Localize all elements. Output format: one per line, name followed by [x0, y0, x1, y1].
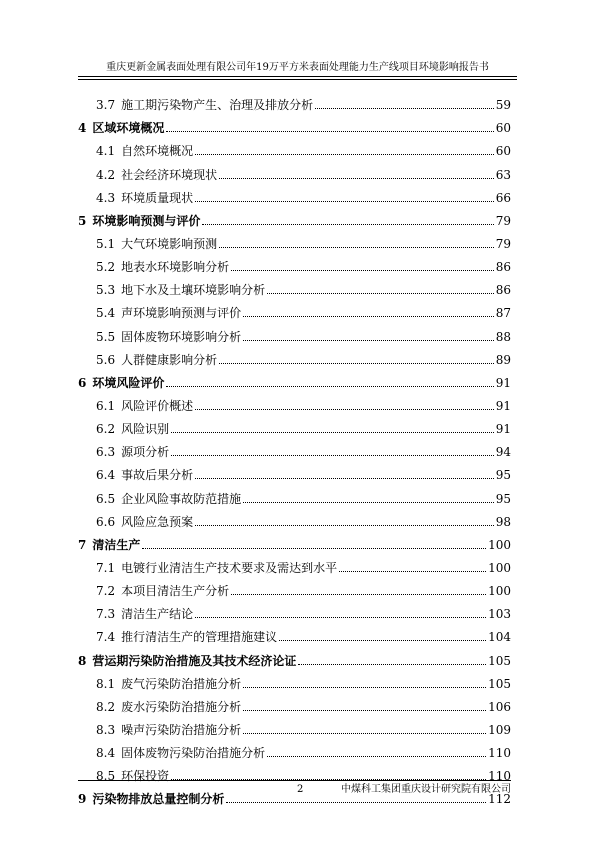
toc-dot-leader — [219, 247, 494, 248]
toc-entry-6[interactable] — [78, 367, 511, 390]
toc-dot-leader — [171, 455, 494, 456]
page-header — [78, 62, 517, 77]
toc-entry-number: 5.5 — [96, 329, 116, 344]
toc-entry-title: 人群健康影响分析 — [121, 352, 218, 367]
toc-entry-number: 9 — [78, 792, 87, 807]
toc-dot-leader — [267, 756, 486, 757]
toc-entry-page: 103 — [488, 607, 511, 622]
toc-entry-title: 风险评价概述 — [121, 398, 194, 413]
toc-dot-leader — [195, 525, 494, 526]
toc-entry-title: 风险应急预案 — [121, 514, 194, 529]
toc-entry-page: 109 — [488, 722, 511, 737]
toc-entry-number: 5.2 — [96, 260, 116, 275]
toc-entry-title: 企业风险事故防范措施 — [121, 491, 242, 506]
toc-entry-6-2[interactable] — [78, 413, 511, 436]
toc-dot-leader — [298, 664, 486, 665]
toc-entry-number: 7 — [78, 537, 87, 552]
toc-entry-title: 环保投资 — [121, 769, 170, 784]
toc-entry-number: 5 — [78, 213, 87, 228]
toc-entry-number: 5.1 — [96, 236, 116, 251]
toc-entry-number: 7.1 — [96, 560, 116, 575]
toc-entry-page: 112 — [488, 792, 511, 807]
toc-entry-page: 91 — [495, 422, 511, 437]
toc-entry-title: 源项分析 — [121, 445, 170, 460]
toc-entry-5-4[interactable] — [78, 297, 511, 320]
toc-entry-page: 95 — [495, 491, 511, 506]
toc-dot-leader — [195, 617, 486, 618]
toc-entry-8-4[interactable] — [78, 737, 511, 760]
toc-entry-4-3[interactable] — [78, 182, 511, 205]
toc-entry-title: 环境风险评价 — [92, 375, 165, 390]
toc-entry-number: 5.3 — [96, 283, 116, 298]
toc-dot-leader — [243, 710, 486, 711]
toc-entry-title: 地表水环境影响分析 — [121, 260, 230, 275]
toc-entry-5-3[interactable] — [78, 274, 511, 297]
toc-entry-title: 推行清洁生产的管理措施建议 — [121, 630, 278, 645]
toc-dot-leader — [315, 108, 494, 109]
toc-entry-page: 86 — [495, 283, 511, 298]
toc-entry-title: 大气环境影响预测 — [121, 236, 218, 251]
page-footer — [78, 780, 511, 800]
toc-entry-page: 100 — [488, 584, 511, 599]
toc-dot-leader — [243, 733, 486, 734]
toc-entry-6-5[interactable] — [78, 482, 511, 505]
toc-entry-number: 8.4 — [96, 746, 116, 761]
toc-dot-leader — [195, 201, 494, 202]
toc-entry-title: 施工期污染物产生、治理及排放分析 — [121, 98, 314, 113]
toc-entry-7-3[interactable] — [78, 598, 511, 621]
toc-entry-5-5[interactable] — [78, 320, 511, 343]
toc-entry-page: 60 — [495, 121, 511, 136]
toc-entry-6-3[interactable] — [78, 436, 511, 459]
toc-entry-number: 8.3 — [96, 722, 116, 737]
toc-entry-page: 100 — [488, 560, 511, 575]
toc-entry-page: 63 — [495, 167, 511, 182]
toc-entry-7-2[interactable] — [78, 575, 511, 598]
toc-entry-6-4[interactable] — [78, 459, 511, 482]
toc-entry-title: 污染物排放总量控制分析 — [92, 792, 225, 807]
toc-entry-title: 环境质量现状 — [121, 190, 194, 205]
toc-entry-7-1[interactable] — [78, 552, 511, 575]
toc-dot-leader — [219, 178, 494, 179]
toc-entry-number: 4.3 — [96, 190, 116, 205]
toc-entry-page: 66 — [495, 190, 511, 205]
toc-entry-number: 6 — [78, 375, 87, 390]
toc-entry-title: 废水污染防治措施分析 — [121, 699, 242, 714]
toc-entry-5-6[interactable] — [78, 344, 511, 367]
toc-entry-page: 105 — [488, 653, 511, 668]
toc-entry-4-2[interactable] — [78, 158, 511, 181]
toc-entry-4-1[interactable] — [78, 135, 511, 158]
toc-entry-page: 59 — [495, 98, 511, 113]
toc-dot-leader — [231, 270, 494, 271]
toc-entry-title: 区域环境概况 — [92, 121, 165, 136]
toc-entry-page: 88 — [495, 329, 511, 344]
toc-entry-8-2[interactable] — [78, 691, 511, 714]
toc-entry-number: 5.6 — [96, 352, 116, 367]
toc-entry-page: 106 — [488, 699, 511, 714]
toc-dot-leader — [267, 293, 494, 294]
toc-entry-page: 104 — [488, 630, 511, 645]
toc-entry-title: 固体废物环境影响分析 — [121, 329, 242, 344]
toc-entry-number: 4.1 — [96, 144, 116, 159]
toc-entry-number: 6.3 — [96, 445, 116, 460]
toc-entry-title: 营运期污染防治措施及其技术经济论证 — [92, 653, 297, 668]
toc-entry-title: 自然环境概况 — [121, 144, 194, 159]
toc-entry-page: 100 — [488, 537, 511, 552]
toc-entry-7-4[interactable] — [78, 621, 511, 644]
toc-entry-5-2[interactable] — [78, 251, 511, 274]
toc-entry-8-3[interactable] — [78, 714, 511, 737]
toc-dot-leader — [166, 131, 493, 132]
toc-entry-page: 105 — [488, 676, 511, 691]
toc-entry-number: 7.3 — [96, 607, 116, 622]
toc-entry-4[interactable] — [78, 112, 511, 135]
toc-dot-leader — [171, 432, 494, 433]
toc-entry-number: 7.4 — [96, 630, 116, 645]
toc-entry-page: 94 — [495, 445, 511, 460]
table-of-contents — [78, 89, 511, 806]
toc-entry-page: 86 — [495, 260, 511, 275]
toc-dot-leader — [339, 571, 486, 572]
toc-entry-number: 6.6 — [96, 514, 116, 529]
toc-entry-title: 电镀行业清洁生产技术要求及需达到水平 — [121, 560, 338, 575]
toc-dot-leader — [243, 340, 494, 341]
toc-entry-7[interactable] — [78, 529, 511, 552]
toc-entry-8[interactable] — [78, 644, 511, 667]
toc-entry-title: 地下水及土壤环境影响分析 — [121, 283, 266, 298]
toc-entry-page: 98 — [495, 514, 511, 529]
toc-entry-3-7[interactable] — [78, 89, 511, 112]
toc-dot-leader — [195, 154, 494, 155]
toc-entry-number: 8 — [78, 653, 87, 668]
toc-dot-leader — [142, 548, 486, 549]
toc-dot-leader — [243, 687, 486, 688]
toc-entry-page: 91 — [495, 375, 511, 390]
toc-dot-leader — [243, 316, 494, 317]
toc-entry-title: 风险识别 — [121, 422, 170, 437]
toc-dot-leader — [195, 409, 494, 410]
toc-entry-title: 环境影响预测与评价 — [92, 213, 201, 228]
toc-entry-page: 110 — [488, 746, 511, 761]
toc-entry-number: 8.1 — [96, 676, 116, 691]
toc-entry-number: 6.2 — [96, 422, 116, 437]
toc-entry-page: 87 — [495, 306, 511, 321]
toc-entry-number: 4 — [78, 121, 87, 136]
toc-dot-leader — [202, 224, 493, 225]
toc-dot-leader — [226, 802, 486, 803]
toc-entry-number: 8.5 — [96, 769, 116, 784]
toc-entry-6-1[interactable] — [78, 390, 511, 413]
toc-dot-leader — [195, 478, 494, 479]
toc-entry-number: 4.2 — [96, 167, 116, 182]
toc-entry-6-6[interactable] — [78, 506, 511, 529]
toc-entry-5[interactable] — [78, 205, 511, 228]
organization-name: 中煤科工集团重庆设计研究院有限公司 — [341, 784, 511, 795]
page-number: 2 — [297, 784, 304, 795]
toc-dot-leader — [279, 640, 486, 641]
toc-entry-number: 6.4 — [96, 468, 116, 483]
toc-entry-number: 8.2 — [96, 699, 116, 714]
toc-entry-page: 79 — [495, 236, 511, 251]
toc-entry-number: 7.2 — [96, 584, 116, 599]
toc-entry-title: 清洁生产 — [92, 537, 141, 552]
toc-entry-8-1[interactable] — [78, 668, 511, 691]
toc-dot-leader — [243, 502, 494, 503]
toc-dot-leader — [219, 363, 494, 364]
toc-entry-page: 89 — [495, 352, 511, 367]
toc-entry-title: 声环境影响预测与评价 — [121, 306, 242, 321]
toc-entry-title: 废气污染防治措施分析 — [121, 676, 242, 691]
toc-entry-number: 3.7 — [96, 98, 116, 113]
toc-entry-page: 91 — [495, 398, 511, 413]
toc-entry-title: 噪声污染防治措施分析 — [121, 722, 242, 737]
toc-dot-leader — [231, 594, 486, 595]
toc-entry-page: 95 — [495, 468, 511, 483]
toc-entry-number: 5.4 — [96, 306, 116, 321]
toc-entry-number: 6.5 — [96, 491, 116, 506]
toc-entry-number: 6.1 — [96, 398, 116, 413]
document-title: 重庆更新金属表面处理有限公司年19万平方米表面处理能力生产线项目环境影响报告书 — [106, 62, 489, 73]
toc-entry-page: 79 — [495, 213, 511, 228]
toc-entry-title: 事故后果分析 — [121, 468, 194, 483]
toc-entry-page: 110 — [488, 769, 511, 784]
toc-entry-title: 固体废物污染防治措施分析 — [121, 746, 266, 761]
toc-dot-leader — [166, 386, 493, 387]
toc-entry-title: 清洁生产结论 — [121, 607, 194, 622]
toc-entry-title: 本项目清洁生产分析 — [121, 584, 230, 599]
toc-entry-title: 社会经济环境现状 — [121, 167, 218, 182]
toc-entry-5-1[interactable] — [78, 228, 511, 251]
toc-entry-page: 60 — [495, 144, 511, 159]
